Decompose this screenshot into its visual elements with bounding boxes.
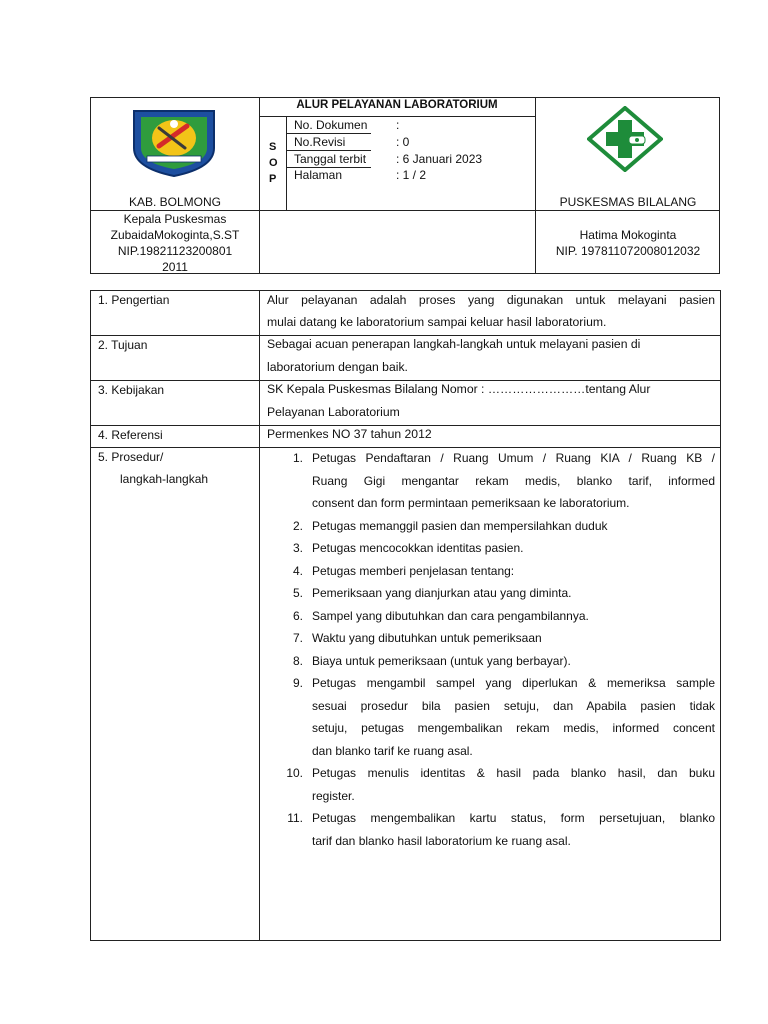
step-text-line: Petugas memanggil pasien dan mempersilahkan duduk — [312, 518, 608, 533]
puskesmas-logo — [587, 106, 663, 172]
kebijakan-line-1: SK Kepala Puskesmas Bilalang Nomor : ……………………tentang Alur — [267, 382, 651, 396]
step-text-line: Sampel yang dibutuhkan dan cara pengambilannya. — [312, 608, 589, 623]
sop-body-table — [90, 290, 721, 941]
meta-tanggal-label: Tanggal terbit — [294, 152, 367, 166]
pengertian-line-2: mulai datang ke laboratorium sampai keluar hasil laboratorium. — [267, 315, 607, 329]
document-title: ALUR PELAYANAN LABORATORIUM — [296, 99, 498, 111]
step-number: 4. — [292, 563, 303, 578]
signer-right-nip: NIP. 197811072008012032 — [555, 244, 701, 258]
step-text-line: register. — [312, 788, 355, 803]
step-text-line: Petugas memberi penjelasan tentang: — [312, 563, 515, 578]
step-number: 2. — [292, 518, 303, 533]
label-kebijakan: 3. Kebijakan — [98, 383, 165, 397]
signer-left-nip-cont: 2011 — [162, 260, 188, 274]
step-number: 10. — [286, 766, 303, 780]
sop-letter-p: P — [269, 173, 277, 185]
kab-bolmong-logo — [129, 106, 219, 178]
label-referensi: 4. Referensi — [98, 428, 163, 442]
referensi-line-1: Permenkes NO 37 tahun 2012 — [267, 427, 432, 441]
step-text-line: Petugas menulis identitas & hasil pada blanko hasil, dan buku — [312, 766, 715, 780]
step-text-line: Waktu yang dibutuhkan untuk pemeriksaan — [312, 631, 542, 645]
meta-tanggal-value: : 6 Januari 2023 — [396, 152, 483, 166]
step-text-line: Pemeriksaan yang dianjurkan atau yang diminta. — [312, 586, 572, 600]
step-text-line: sesuai prosedur bila pasien setuju, dan Apabila pasien tidak — [312, 698, 715, 713]
step-text-line: dan blanko tarif ke ruang asal. — [312, 743, 473, 758]
step-text-line: setuju, petugas mengembalikan rekam medis, informed concent — [312, 721, 715, 735]
step-text-line: consent dan form permintaan pemeriksaan ke laboratorium. — [312, 496, 630, 510]
meta-revisi-label: No.Revisi — [294, 135, 346, 149]
step-number: 6. — [292, 608, 303, 623]
label-pengertian: 1. Pengertian — [98, 293, 170, 307]
signer-left-nip: NIP.19821123200801 — [117, 244, 233, 258]
label-langkah: langkah-langkah — [120, 472, 209, 486]
step-text-line: Biaya untuk pemeriksaan (untuk yang berbayar). — [312, 653, 571, 668]
step-text-line: Petugas mengambil sampel yang diperlukan & memeriksa sample — [312, 676, 715, 690]
step-number: 9. — [292, 676, 303, 690]
signer-left-name: ZubaidaMokoginta,S.ST — [110, 228, 240, 242]
step-number: 1. — [292, 451, 303, 465]
label-prosedur: 5. Prosedur/ — [98, 450, 164, 464]
left-caption: KAB. BOLMONG — [128, 195, 222, 209]
step-number: 8. — [292, 653, 303, 668]
sop-letter-s: S — [269, 141, 277, 153]
tujuan-line-1: Sebagai acuan penerapan langkah-langkah untuk melayani pasien di — [267, 337, 641, 351]
step-text-line: Petugas mencocokkan identitas pasien. — [312, 541, 524, 555]
step-number: 11. — [287, 811, 303, 825]
step-text-line: Ruang Gigi mengantar rekam medis, blanko tarif, informed — [312, 473, 715, 488]
step-text-line: Petugas Pendaftaran / Ruang Umum / Ruang KIA / Ruang KB / — [312, 451, 715, 465]
meta-dokumen-label: No. Dokumen — [294, 118, 368, 132]
step-text-line: tarif dan blanko hasil laboratorium ke ruang asal. — [312, 833, 571, 848]
right-caption: PUSKESMAS BILALANG — [559, 195, 697, 209]
step-number: 5. — [292, 586, 303, 600]
meta-revisi-value: : 0 — [396, 135, 410, 149]
meta-halaman-value: : 1 / 2 — [396, 168, 427, 182]
meta-halaman-label: Halaman — [294, 168, 343, 182]
sop-header-table — [90, 97, 720, 274]
meta-dokumen-value: : — [396, 118, 400, 132]
step-number: 3. — [292, 541, 303, 555]
step-text-line: Petugas mengembalikan kartu status, form persetujuan, blanko — [312, 811, 715, 825]
label-tujuan: 2. Tujuan — [98, 338, 148, 352]
signer-right-name: Hatima Mokoginta — [579, 228, 677, 242]
sop-letter-o: O — [269, 157, 278, 169]
pengertian-line-1: Alur pelayanan adalah proses yang digunakan untuk melayani pasien — [267, 293, 715, 307]
step-number: 7. — [292, 631, 303, 645]
kebijakan-line-2: Pelayanan Laboratorium — [267, 405, 400, 419]
signer-left-title: Kepala Puskesmas — [123, 212, 227, 226]
tujuan-line-2: laboratorium dengan baik. — [267, 360, 408, 374]
